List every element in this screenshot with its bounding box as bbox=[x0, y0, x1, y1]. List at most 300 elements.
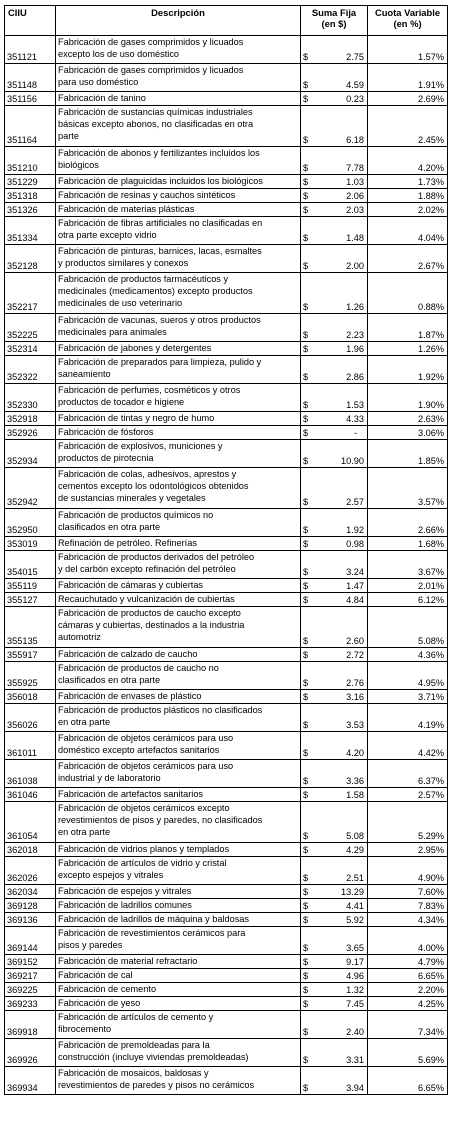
currency-symbol: $ bbox=[301, 788, 315, 802]
table-row bbox=[5, 1067, 448, 1095]
description-line: Fabricación de colas, adhesivos, aprestos y bbox=[58, 469, 237, 479]
description-line: Fabricación de jabones y detergentes bbox=[58, 343, 212, 353]
variable-rate-cell: 2.67% bbox=[368, 245, 448, 273]
description-line: biológicos bbox=[58, 160, 99, 171]
fixed-amount-cell: 3.65 bbox=[315, 927, 368, 955]
description-line: para uso doméstico bbox=[58, 77, 139, 88]
table-row bbox=[5, 857, 448, 885]
fixed-amount-cell: 1.26 bbox=[315, 273, 368, 314]
description-line: otra parte excepto vidrio bbox=[58, 230, 157, 241]
description-cell bbox=[56, 704, 301, 732]
fixed-amount-cell: 4.20 bbox=[315, 732, 368, 760]
fixed-amount-cell: 13.29 bbox=[315, 885, 368, 899]
currency-symbol: $ bbox=[301, 36, 315, 64]
ciiu-code-cell: 369233 bbox=[5, 997, 56, 1011]
description-cell bbox=[56, 92, 301, 106]
fixed-amount-cell: 3.36 bbox=[315, 760, 368, 788]
description-cell bbox=[56, 440, 301, 468]
ciiu-rate-table bbox=[4, 5, 448, 1095]
description-line: Fabricación de artículos de cemento y bbox=[58, 1012, 214, 1022]
table-row bbox=[5, 189, 448, 203]
description-line: Fabricación de productos derivados del petróleo bbox=[58, 552, 255, 562]
description-line: cementos excepto los odontológicos obtenidos bbox=[58, 481, 249, 492]
variable-rate-cell: 6.65% bbox=[368, 969, 448, 983]
fixed-amount-cell: 1.03 bbox=[315, 175, 368, 189]
description-cell bbox=[56, 1039, 301, 1067]
description-line: de sustancias minerales y vegetales bbox=[58, 493, 206, 504]
fixed-amount-cell: 2.40 bbox=[315, 1011, 368, 1039]
description-cell bbox=[56, 593, 301, 607]
currency-symbol: $ bbox=[301, 468, 315, 509]
currency-symbol: $ bbox=[301, 342, 315, 356]
description-line: Fabricación de productos de caucho excepto bbox=[58, 608, 241, 618]
currency-symbol: $ bbox=[301, 147, 315, 175]
description-line: Fabricación de yeso bbox=[58, 998, 141, 1008]
description-cell bbox=[56, 997, 301, 1011]
ciiu-code-cell: 351148 bbox=[5, 64, 56, 92]
currency-symbol: $ bbox=[301, 607, 315, 648]
description-line: Fabricación de calzado de caucho bbox=[58, 649, 198, 659]
description-line: Fabricación de productos de caucho no bbox=[58, 663, 219, 673]
currency-symbol: $ bbox=[301, 106, 315, 147]
fixed-amount-cell: 1.96 bbox=[315, 342, 368, 356]
fixed-amount-cell: 2.03 bbox=[315, 203, 368, 217]
currency-symbol: $ bbox=[301, 189, 315, 203]
fixed-amount-cell: 4.41 bbox=[315, 899, 368, 913]
ciiu-code-cell: 356018 bbox=[5, 690, 56, 704]
description-line: Fabricación de abonos y fertilizantes incluidos los bbox=[58, 148, 260, 158]
description-cell bbox=[56, 913, 301, 927]
variable-rate-cell: 6.12% bbox=[368, 593, 448, 607]
fixed-amount-cell: 10.90 bbox=[315, 440, 368, 468]
ciiu-code-cell: 355925 bbox=[5, 662, 56, 690]
description-cell bbox=[56, 969, 301, 983]
ciiu-code-cell: 355917 bbox=[5, 648, 56, 662]
currency-symbol: $ bbox=[301, 662, 315, 690]
fixed-amount-cell: 2.57 bbox=[315, 468, 368, 509]
fixed-amount-cell: 1.48 bbox=[315, 217, 368, 245]
currency-symbol: $ bbox=[301, 955, 315, 969]
description-cell bbox=[56, 356, 301, 384]
table-row bbox=[5, 356, 448, 384]
ciiu-code-cell: 352942 bbox=[5, 468, 56, 509]
description-line: Fabricación de pinturas, barnices, lacas, esmaltes bbox=[58, 246, 262, 256]
description-cell bbox=[56, 147, 301, 175]
ciiu-code-cell: 369934 bbox=[5, 1067, 56, 1095]
currency-symbol: $ bbox=[301, 1039, 315, 1067]
table-row bbox=[5, 579, 448, 593]
fixed-amount-cell: 4.29 bbox=[315, 843, 368, 857]
description-line: clasificados en otra parte bbox=[58, 675, 161, 686]
table-row bbox=[5, 217, 448, 245]
ciiu-code-cell: 361038 bbox=[5, 760, 56, 788]
currency-symbol: $ bbox=[301, 579, 315, 593]
fixed-amount-cell: 3.16 bbox=[315, 690, 368, 704]
fixed-amount-cell: 3.94 bbox=[315, 1067, 368, 1095]
fixed-amount-cell: 6.18 bbox=[315, 106, 368, 147]
variable-rate-cell: 5.08% bbox=[368, 607, 448, 648]
variable-rate-cell: 7.60% bbox=[368, 885, 448, 899]
description-cell bbox=[56, 189, 301, 203]
description-cell bbox=[56, 106, 301, 147]
table-row bbox=[5, 662, 448, 690]
variable-rate-cell: 1.57% bbox=[368, 36, 448, 64]
table-row bbox=[5, 64, 448, 92]
table-row bbox=[5, 983, 448, 997]
currency-symbol: $ bbox=[301, 997, 315, 1011]
fixed-amount-cell: 7.78 bbox=[315, 147, 368, 175]
currency-symbol: $ bbox=[301, 885, 315, 899]
currency-symbol: $ bbox=[301, 551, 315, 579]
fixed-amount-cell: 3.31 bbox=[315, 1039, 368, 1067]
fixed-amount-cell: 2.23 bbox=[315, 314, 368, 342]
table-row bbox=[5, 1039, 448, 1067]
variable-rate-cell: 1.87% bbox=[368, 314, 448, 342]
fixed-amount-cell: 2.75 bbox=[315, 36, 368, 64]
description-line: Fabricación de objetos cerámicos para uso bbox=[58, 761, 234, 771]
table-row bbox=[5, 648, 448, 662]
description-line: Fabricación de artefactos sanitarios bbox=[58, 789, 204, 799]
description-cell bbox=[56, 927, 301, 955]
description-line: Fabricación de cámaras y cubiertas bbox=[58, 580, 204, 590]
table-row bbox=[5, 607, 448, 648]
description-cell bbox=[56, 175, 301, 189]
variable-rate-cell: 2.02% bbox=[368, 203, 448, 217]
description-line: Fabricación de tintas y negro de humo bbox=[58, 413, 215, 423]
currency-symbol: $ bbox=[301, 412, 315, 426]
description-cell bbox=[56, 342, 301, 356]
table-row bbox=[5, 384, 448, 412]
description-line: Fabricación de fibras artificiales no clasificadas en bbox=[58, 218, 263, 228]
description-line: Fabricación de envases de plástico bbox=[58, 691, 202, 701]
description-cell bbox=[56, 537, 301, 551]
description-line: excepto espejos y vitrales bbox=[58, 870, 164, 881]
currency-symbol: $ bbox=[301, 843, 315, 857]
currency-symbol: $ bbox=[301, 92, 315, 106]
ciiu-code-cell: 369144 bbox=[5, 927, 56, 955]
table-row bbox=[5, 843, 448, 857]
table-row bbox=[5, 899, 448, 913]
description-line: productos de pirotecnia bbox=[58, 453, 154, 464]
header-rate-line-2: (en %) bbox=[393, 18, 422, 29]
table-row bbox=[5, 440, 448, 468]
description-line: fibrocemento bbox=[58, 1024, 112, 1035]
description-cell bbox=[56, 468, 301, 509]
table-row bbox=[5, 690, 448, 704]
table-row bbox=[5, 203, 448, 217]
ciiu-code-cell: 352934 bbox=[5, 440, 56, 468]
fixed-amount-cell: 1.53 bbox=[315, 384, 368, 412]
description-cell bbox=[56, 648, 301, 662]
table-row bbox=[5, 802, 448, 843]
currency-symbol: $ bbox=[301, 314, 315, 342]
description-cell bbox=[56, 857, 301, 885]
description-line: Fabricación de artículos de vidrio y cristal bbox=[58, 858, 227, 868]
variable-rate-cell: 2.63% bbox=[368, 412, 448, 426]
description-cell bbox=[56, 426, 301, 440]
variable-rate-cell: 4.00% bbox=[368, 927, 448, 955]
currency-symbol: $ bbox=[301, 64, 315, 92]
fixed-amount-cell: 9.17 bbox=[315, 955, 368, 969]
currency-symbol: $ bbox=[301, 969, 315, 983]
ciiu-code-cell: 352128 bbox=[5, 245, 56, 273]
description-line: doméstico excepto artefactos sanitarios bbox=[58, 745, 220, 756]
description-cell bbox=[56, 788, 301, 802]
description-line: Recauchutado y vulcanización de cubiertas bbox=[58, 594, 235, 604]
description-cell bbox=[56, 245, 301, 273]
description-line: productos de tocador e higiene bbox=[58, 397, 185, 408]
ciiu-code-cell: 362018 bbox=[5, 843, 56, 857]
description-line: cámaras y cubiertas, destinados a la industria bbox=[58, 620, 245, 631]
fixed-amount-cell: 4.33 bbox=[315, 412, 368, 426]
currency-symbol: $ bbox=[301, 927, 315, 955]
description-line: Fabricación de tanino bbox=[58, 93, 146, 103]
ciiu-code-cell: 362034 bbox=[5, 885, 56, 899]
description-line: Fabricación de sustancias químicas industriales bbox=[58, 107, 253, 117]
description-cell bbox=[56, 983, 301, 997]
table-row bbox=[5, 273, 448, 314]
description-cell bbox=[56, 579, 301, 593]
description-cell bbox=[56, 662, 301, 690]
ciiu-code-cell: 352225 bbox=[5, 314, 56, 342]
description-cell bbox=[56, 885, 301, 899]
table-row bbox=[5, 788, 448, 802]
table-row bbox=[5, 36, 448, 64]
fixed-amount-cell: - bbox=[315, 426, 368, 440]
currency-symbol: $ bbox=[301, 802, 315, 843]
description-cell bbox=[56, 607, 301, 648]
description-line: construcción (incluye viviendas premoldeadas) bbox=[58, 1052, 249, 1063]
variable-rate-cell: 1.88% bbox=[368, 189, 448, 203]
description-line: Fabricación de productos plásticos no clasificados bbox=[58, 705, 263, 715]
currency-symbol: $ bbox=[301, 426, 315, 440]
variable-rate-cell: 4.04% bbox=[368, 217, 448, 245]
description-cell bbox=[56, 509, 301, 537]
ciiu-code-cell: 369128 bbox=[5, 899, 56, 913]
table-row bbox=[5, 997, 448, 1011]
description-line: revestimientos de paredes y pisos no cerámicos bbox=[58, 1080, 255, 1091]
fixed-amount-cell: 2.60 bbox=[315, 607, 368, 648]
description-line: saneamiento bbox=[58, 369, 111, 380]
currency-symbol: $ bbox=[301, 760, 315, 788]
description-line: en otra parte bbox=[58, 717, 111, 728]
variable-rate-cell: 2.57% bbox=[368, 788, 448, 802]
ciiu-code-cell: 369217 bbox=[5, 969, 56, 983]
variable-rate-cell: 3.06% bbox=[368, 426, 448, 440]
description-cell bbox=[56, 843, 301, 857]
fixed-amount-cell: 4.96 bbox=[315, 969, 368, 983]
description-line: medicinales para animales bbox=[58, 327, 167, 338]
table-row bbox=[5, 468, 448, 509]
currency-symbol: $ bbox=[301, 913, 315, 927]
ciiu-code-cell: 355119 bbox=[5, 579, 56, 593]
table-row bbox=[5, 927, 448, 955]
table-row bbox=[5, 913, 448, 927]
currency-symbol: $ bbox=[301, 983, 315, 997]
variable-rate-cell: 4.19% bbox=[368, 704, 448, 732]
ciiu-code-cell: 351121 bbox=[5, 36, 56, 64]
currency-symbol: $ bbox=[301, 1011, 315, 1039]
description-line: Fabricación de espejos y vitrales bbox=[58, 886, 192, 896]
variable-rate-cell: 1.90% bbox=[368, 384, 448, 412]
variable-rate-cell: 5.29% bbox=[368, 802, 448, 843]
fixed-amount-cell: 7.45 bbox=[315, 997, 368, 1011]
currency-symbol: $ bbox=[301, 273, 315, 314]
fixed-amount-cell: 2.76 bbox=[315, 662, 368, 690]
ciiu-code-cell: 351210 bbox=[5, 147, 56, 175]
currency-symbol: $ bbox=[301, 690, 315, 704]
header-ciiu: CIIU bbox=[5, 6, 56, 36]
ciiu-code-cell: 355135 bbox=[5, 607, 56, 648]
ciiu-code-cell: 351229 bbox=[5, 175, 56, 189]
description-line: Refinación de petróleo. Refinerías bbox=[58, 538, 197, 548]
variable-rate-cell: 3.57% bbox=[368, 468, 448, 509]
table-row bbox=[5, 1011, 448, 1039]
ciiu-code-cell: 352950 bbox=[5, 509, 56, 537]
description-cell bbox=[56, 802, 301, 843]
ciiu-code-cell: 352330 bbox=[5, 384, 56, 412]
table-row bbox=[5, 885, 448, 899]
header-fixed-amount bbox=[301, 6, 368, 36]
description-cell bbox=[56, 760, 301, 788]
description-line: Fabricación de resinas y cauchos sintéticos bbox=[58, 190, 236, 200]
description-cell bbox=[56, 955, 301, 969]
table-row bbox=[5, 314, 448, 342]
description-line: en otra parte bbox=[58, 827, 111, 838]
ciiu-code-cell: 356026 bbox=[5, 704, 56, 732]
fixed-amount-cell: 3.24 bbox=[315, 551, 368, 579]
currency-symbol: $ bbox=[301, 509, 315, 537]
ciiu-code-cell: 351156 bbox=[5, 92, 56, 106]
fixed-amount-cell: 2.72 bbox=[315, 648, 368, 662]
header-rate-line-1: Cuota Variable bbox=[374, 7, 441, 18]
description-cell bbox=[56, 217, 301, 245]
description-line: excepto los de uso doméstico bbox=[58, 49, 180, 60]
fixed-amount-cell: 2.51 bbox=[315, 857, 368, 885]
ciiu-code-cell: 352926 bbox=[5, 426, 56, 440]
description-cell bbox=[56, 203, 301, 217]
table-row bbox=[5, 551, 448, 579]
description-line: Fabricación de productos químicos no bbox=[58, 510, 214, 520]
fixed-amount-cell: 4.84 bbox=[315, 593, 368, 607]
fixed-amount-cell: 0.98 bbox=[315, 537, 368, 551]
ciiu-code-cell: 369225 bbox=[5, 983, 56, 997]
ciiu-code-cell: 369136 bbox=[5, 913, 56, 927]
description-cell bbox=[56, 412, 301, 426]
ciiu-code-cell: 351318 bbox=[5, 189, 56, 203]
variable-rate-cell: 2.66% bbox=[368, 509, 448, 537]
table-row bbox=[5, 106, 448, 147]
currency-symbol: $ bbox=[301, 203, 315, 217]
variable-rate-cell: 4.95% bbox=[368, 662, 448, 690]
currency-symbol: $ bbox=[301, 356, 315, 384]
fixed-amount-cell: 2.06 bbox=[315, 189, 368, 203]
variable-rate-cell: 2.20% bbox=[368, 983, 448, 997]
ciiu-code-cell: 351334 bbox=[5, 217, 56, 245]
description-cell bbox=[56, 384, 301, 412]
header-fixed-line-1: Suma Fija bbox=[311, 7, 357, 18]
variable-rate-cell: 6.65% bbox=[368, 1067, 448, 1095]
variable-rate-cell: 2.95% bbox=[368, 843, 448, 857]
variable-rate-cell: 1.68% bbox=[368, 537, 448, 551]
variable-rate-cell: 1.91% bbox=[368, 64, 448, 92]
fixed-amount-cell: 3.53 bbox=[315, 704, 368, 732]
header-variable-rate bbox=[368, 6, 448, 36]
description-line: parte bbox=[58, 131, 79, 142]
description-line: Fabricación de ladrillos de máquina y baldosas bbox=[58, 914, 250, 924]
currency-symbol: $ bbox=[301, 899, 315, 913]
ciiu-code-cell: 351164 bbox=[5, 106, 56, 147]
description-line: Fabricación de objetos cerámicos excepto bbox=[58, 803, 230, 813]
description-line: Fabricación de objetos cerámicos para uso bbox=[58, 733, 234, 743]
description-line: Fabricación de vacunas, sueros y otros productos bbox=[58, 315, 261, 325]
description-cell bbox=[56, 273, 301, 314]
variable-rate-cell: 1.26% bbox=[368, 342, 448, 356]
ciiu-code-cell: 369918 bbox=[5, 1011, 56, 1039]
description-line: Fabricación de revestimientos cerámicos para bbox=[58, 928, 246, 938]
fixed-amount-cell: 1.47 bbox=[315, 579, 368, 593]
description-line: y del carbón excepto refinación del petróleo bbox=[58, 564, 236, 575]
description-cell bbox=[56, 1067, 301, 1095]
table-row bbox=[5, 412, 448, 426]
ciiu-code-cell: 353019 bbox=[5, 537, 56, 551]
fixed-amount-cell: 4.59 bbox=[315, 64, 368, 92]
currency-symbol: $ bbox=[301, 593, 315, 607]
description-line: pisos y paredes bbox=[58, 940, 123, 951]
currency-symbol: $ bbox=[301, 648, 315, 662]
description-cell bbox=[56, 551, 301, 579]
variable-rate-cell: 2.69% bbox=[368, 92, 448, 106]
description-line: Fabricación de cemento bbox=[58, 984, 157, 994]
description-line: Fabricación de materias plásticas bbox=[58, 204, 195, 214]
ciiu-code-cell: 362026 bbox=[5, 857, 56, 885]
ciiu-code-cell: 355127 bbox=[5, 593, 56, 607]
description-line: industrial y de laboratorio bbox=[58, 773, 161, 784]
description-line: Fabricación de preparados para limpieza, pulido y bbox=[58, 357, 262, 367]
variable-rate-cell: 4.42% bbox=[368, 732, 448, 760]
fixed-amount-cell: 1.58 bbox=[315, 788, 368, 802]
description-line: Fabricación de ladrillos comunes bbox=[58, 900, 192, 910]
description-line: básicas excepto abonos, no clasificadas en otra bbox=[58, 119, 254, 130]
description-line: Fabricación de vidrios planos y templados bbox=[58, 844, 230, 854]
ciiu-code-cell: 352217 bbox=[5, 273, 56, 314]
description-line: Fabricación de perfumes, cosméticos y otros bbox=[58, 385, 241, 395]
header-fixed-line-2: (en $) bbox=[321, 18, 347, 29]
table-row bbox=[5, 955, 448, 969]
fixed-amount-cell: 1.92 bbox=[315, 509, 368, 537]
fixed-amount-cell: 2.86 bbox=[315, 356, 368, 384]
description-line: medicinales de uso veterinario bbox=[58, 298, 183, 309]
description-line: automotriz bbox=[58, 632, 101, 643]
variable-rate-cell: 7.83% bbox=[368, 899, 448, 913]
fixed-amount-cell: 5.08 bbox=[315, 802, 368, 843]
variable-rate-cell: 0.88% bbox=[368, 273, 448, 314]
description-cell bbox=[56, 1011, 301, 1039]
description-line: Fabricación de fósforos bbox=[58, 427, 154, 437]
table-row bbox=[5, 175, 448, 189]
currency-symbol: $ bbox=[301, 245, 315, 273]
description-line: y productos similares y conexos bbox=[58, 258, 189, 269]
ciiu-code-cell: 354015 bbox=[5, 551, 56, 579]
currency-symbol: $ bbox=[301, 537, 315, 551]
ciiu-code-cell: 361046 bbox=[5, 788, 56, 802]
description-line: Fabricación de plaguicidas incluidos los biológicos bbox=[58, 176, 263, 186]
variable-rate-cell: 4.34% bbox=[368, 913, 448, 927]
description-line: Fabricación de explosivos, municiones y bbox=[58, 441, 223, 451]
table-row bbox=[5, 509, 448, 537]
variable-rate-cell: 6.37% bbox=[368, 760, 448, 788]
currency-symbol: $ bbox=[301, 440, 315, 468]
